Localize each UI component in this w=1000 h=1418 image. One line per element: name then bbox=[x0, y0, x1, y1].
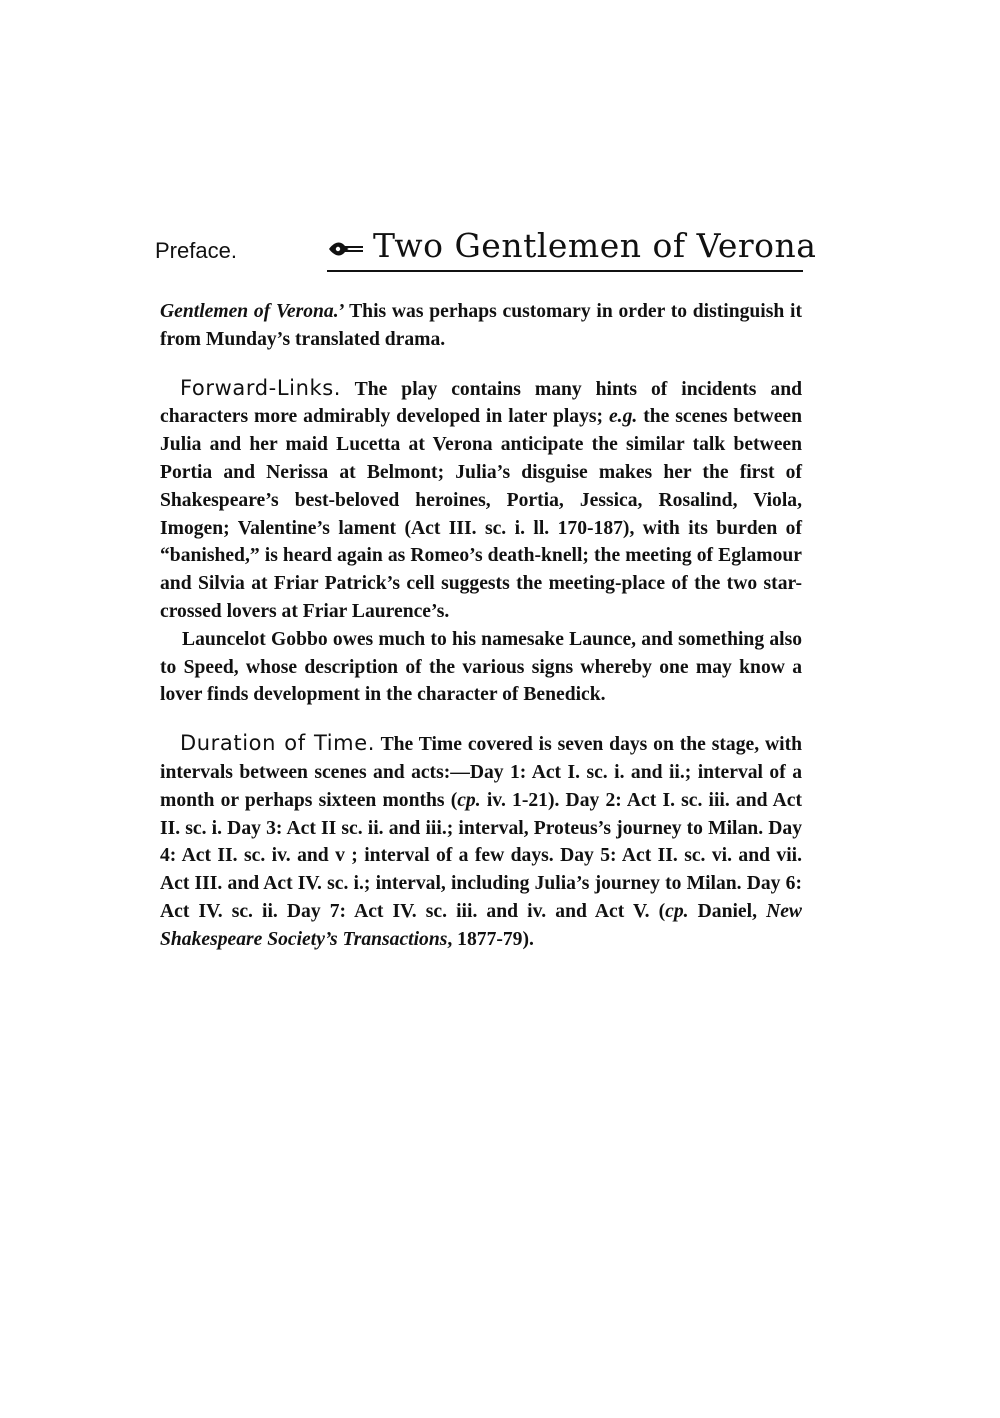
cp-abbrev-2: cp. bbox=[665, 900, 689, 922]
section-label: Preface. bbox=[155, 238, 237, 263]
duration-text-d: , 1877-79). bbox=[447, 928, 534, 950]
launcelot-paragraph: Launcelot Gobbo owes much to his namesake Launce, and something also to Speed, whose description of the various signs whereby one may know a lover finds development in the character of Benedick. bbox=[160, 628, 802, 706]
forward-links-paragraph bbox=[160, 375, 802, 626]
intro-paragraph bbox=[160, 298, 802, 354]
page-title: Two Gentlemen of Verona bbox=[373, 226, 817, 265]
duration-text-c: Daniel, bbox=[688, 900, 767, 922]
duration-heading: Duration of Time. bbox=[180, 731, 376, 756]
cp-abbrev-1: cp. bbox=[457, 789, 481, 811]
forward-links-text-a: The play contains many hints of incidents and characters more admirably developed in later plays; bbox=[160, 378, 802, 428]
page-body bbox=[160, 298, 802, 954]
intro-text: ’ This was perhaps customary in order to distinguish it from Munday’s translated drama. bbox=[160, 301, 803, 350]
duration-text-a: The Time covered is seven days on the stage, with intervals between scenes and acts:—Day 1: Act I. sc. i. and ii.; interval of a month or perhaps sixteen months ( bbox=[160, 734, 802, 811]
fleuron-icon bbox=[327, 240, 367, 258]
duration-paragraph bbox=[160, 730, 802, 953]
eg-abbrev: e.g. bbox=[608, 406, 638, 428]
society-title: New Shakespeare Society’s Transactions bbox=[160, 900, 802, 950]
running-header bbox=[155, 226, 817, 272]
forward-links-text-b: the scenes between Julia and her maid Lucetta at Verona anticipate the similar talk between Portia and Nerissa at Belmont; Julia’s disguise makes her the first of Shakespeare’s best-beloved heroines, Portia, Jessica, Rosalind, Viola, Imogen; Valentine’s lament (Act III. sc. i. ll. 170-187), with its burden of “banished,” is heard again as Romeo’s death-knell; the meeting of Eglamour and Silvia at Friar Patrick’s cell suggests the meeting-place of the two star-crossed lovers at Friar Laurence’s. bbox=[160, 406, 802, 622]
duration-text-b: iv. 1-21). Day 2: Act I. sc. iii. and Act II. sc. i. Day 3: Act II sc. ii. and iii.; interval, Proteus’s journey to Milan. Day 4: Act II. sc. iv. and v ; interval of a few days. Day 5: Act II. sc. vi. and vii. Act III. and Act IV. sc. i.; interval, including Julia’s journey to Milan. Day 6: Act IV. sc. ii. Day 7: Act IV. sc. iii. and iv. and Act V. ( bbox=[160, 789, 802, 922]
forward-links-heading: Forward-Links. bbox=[180, 375, 342, 400]
play-title-italic: Gentlemen of Verona. bbox=[160, 301, 339, 322]
title-rule bbox=[327, 226, 817, 272]
